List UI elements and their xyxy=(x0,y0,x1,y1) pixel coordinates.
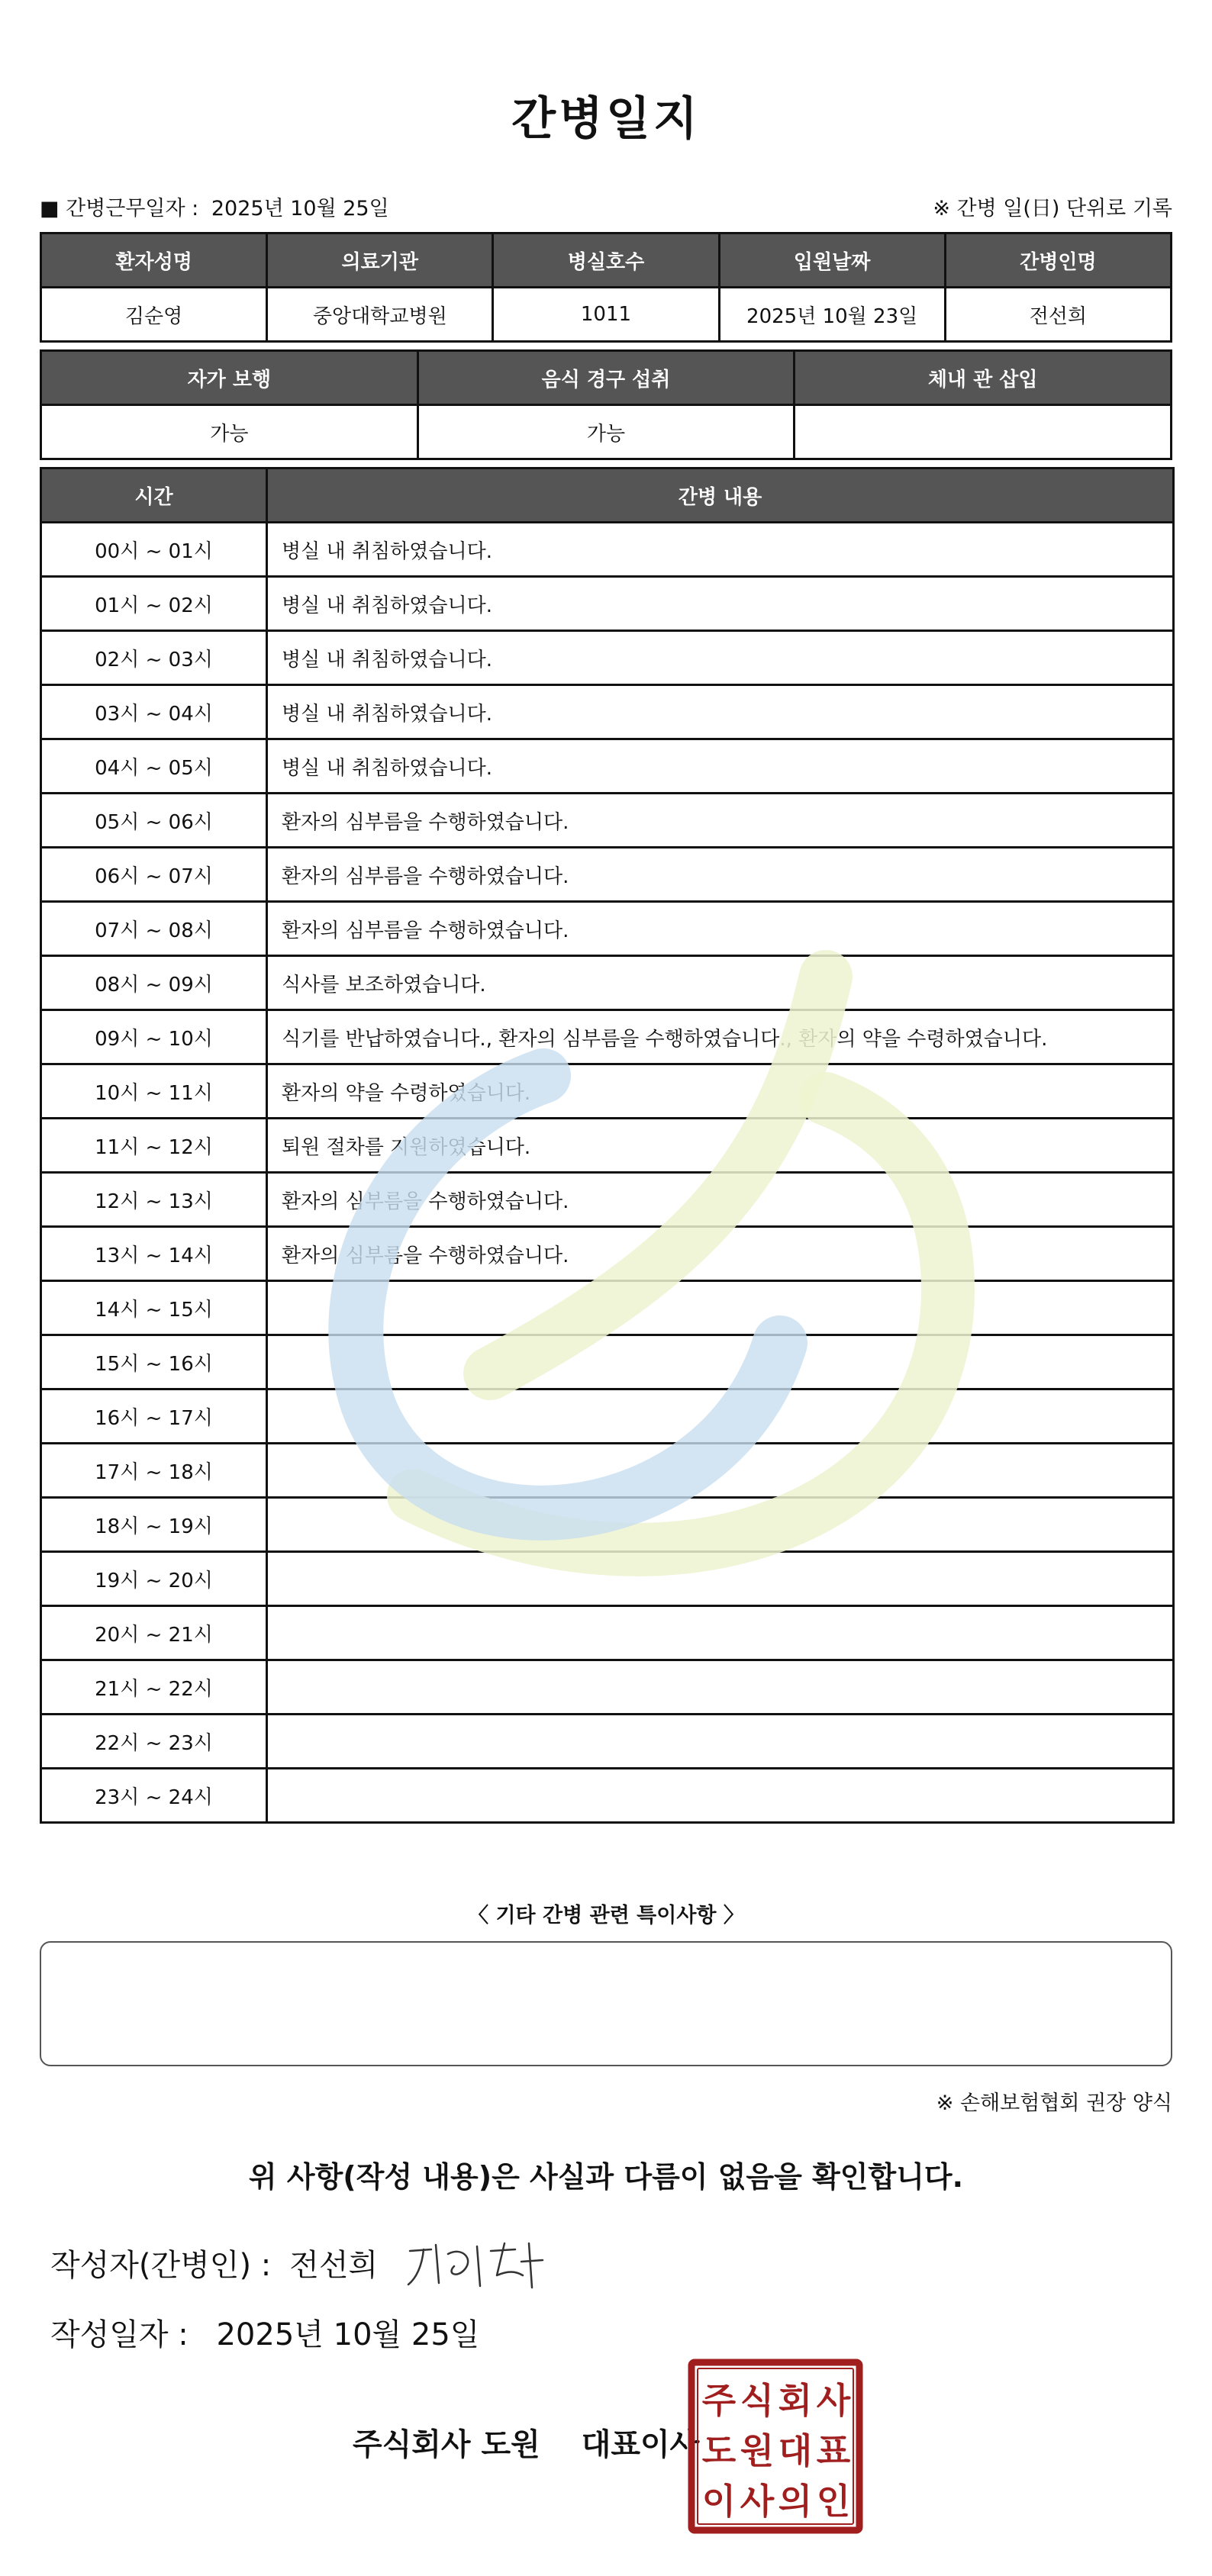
header-care-content: 간병 내용 xyxy=(267,469,1174,523)
self-walking-value: 가능 xyxy=(41,405,418,459)
log-content: 병실 내 취침하였습니다. xyxy=(267,523,1174,577)
header-self-walking: 자가 보행 xyxy=(41,351,418,405)
log-time: 18시 ~ 19시 xyxy=(41,1498,267,1552)
log-time: 23시 ~ 24시 xyxy=(41,1769,267,1823)
written-date-row xyxy=(50,2310,479,2354)
log-content: 환자의 심부름을 수행하였습니다. xyxy=(267,848,1174,902)
log-content: 환자의 약을 수령하였습니다. xyxy=(267,1064,1174,1119)
log-row xyxy=(41,577,1174,631)
seal-char: 표 xyxy=(816,2430,851,2471)
log-time: 20시 ~ 21시 xyxy=(41,1606,267,1660)
meta-row xyxy=(40,189,1172,223)
log-time: 14시 ~ 15시 xyxy=(41,1281,267,1335)
writer-label: 작성자(간병인) : xyxy=(50,2247,272,2283)
log-content: 병실 내 취침하였습니다. xyxy=(267,577,1174,631)
log-row xyxy=(41,794,1174,848)
header-hospital: 의료기관 xyxy=(267,233,493,288)
remarks-title: 〈 기타 간병 관련 특이사항 〉 xyxy=(468,1904,744,1927)
log-content: 환자의 심부름을 수행하였습니다. xyxy=(267,794,1174,848)
log-time: 04시 ~ 05시 xyxy=(41,739,267,794)
log-row xyxy=(41,1769,1174,1823)
work-date-label: ■ 간병근무일자 : xyxy=(40,196,199,221)
log-content: 퇴원 절차를 지원하였습니다. xyxy=(267,1119,1174,1173)
log-time: 03시 ~ 04시 xyxy=(41,685,267,739)
log-content: 병실 내 취침하였습니다. xyxy=(267,631,1174,685)
seal-char: 주 xyxy=(701,2380,737,2421)
remarks-box xyxy=(40,1941,1172,2066)
log-row xyxy=(41,1281,1174,1335)
log-content xyxy=(267,1335,1174,1389)
seal-char: 식 xyxy=(740,2380,775,2421)
log-row xyxy=(41,1335,1174,1389)
log-time: 00시 ~ 01시 xyxy=(41,523,267,577)
log-time: 11시 ~ 12시 xyxy=(41,1119,267,1173)
log-row xyxy=(41,739,1174,794)
log-time: 06시 ~ 07시 xyxy=(41,848,267,902)
patient-info-table xyxy=(40,232,1172,343)
seal-char: 사 xyxy=(740,2481,775,2522)
patient-status-table xyxy=(40,349,1172,460)
header-room: 병실호수 xyxy=(493,233,719,288)
header-admission-date: 입원날짜 xyxy=(719,233,945,288)
log-content: 병실 내 취침하였습니다. xyxy=(267,685,1174,739)
written-date-value: 2025년 10월 25일 xyxy=(216,2317,480,2352)
log-time: 17시 ~ 18시 xyxy=(41,1444,267,1498)
log-content xyxy=(267,1389,1174,1444)
seal-char: 회 xyxy=(778,2380,813,2421)
work-date-value: 2025년 10월 25일 xyxy=(211,196,389,221)
signature-icon xyxy=(401,2228,553,2297)
company-seal-icon xyxy=(687,2358,864,2535)
log-row xyxy=(41,1389,1174,1444)
work-date xyxy=(40,192,395,221)
document-title: 간병일지 xyxy=(511,92,701,146)
writer-row xyxy=(50,2228,553,2297)
seal-char: 도 xyxy=(701,2430,737,2471)
log-row xyxy=(41,1715,1174,1769)
log-content: 병실 내 취침하였습니다. xyxy=(267,739,1174,794)
log-content xyxy=(267,1552,1174,1606)
log-row xyxy=(41,1444,1174,1498)
seal-char: 이 xyxy=(701,2481,737,2522)
log-content xyxy=(267,1660,1174,1715)
log-row xyxy=(41,1606,1174,1660)
care-log-rows xyxy=(41,523,1174,1823)
room-number: 1011 xyxy=(493,288,719,342)
patient-name: 김순영 xyxy=(41,288,267,342)
log-row xyxy=(41,631,1174,685)
log-time: 10시 ~ 11시 xyxy=(41,1064,267,1119)
log-time: 02시 ~ 03시 xyxy=(41,631,267,685)
log-time: 16시 ~ 17시 xyxy=(41,1389,267,1444)
log-row xyxy=(41,1173,1174,1227)
confirmation-statement: 위 사항(작성 내용)은 사실과 다름이 없음을 확인합니다. xyxy=(248,2160,964,2194)
company-signature xyxy=(353,2420,699,2464)
log-time: 13시 ~ 14시 xyxy=(41,1227,267,1281)
seal-char: 대 xyxy=(778,2430,813,2471)
log-time: 01시 ~ 02시 xyxy=(41,577,267,631)
log-row xyxy=(41,848,1174,902)
admission-date: 2025년 10월 23일 xyxy=(719,288,945,342)
seal-char: 사 xyxy=(816,2380,851,2421)
log-time: 05시 ~ 06시 xyxy=(41,794,267,848)
log-row xyxy=(41,1660,1174,1715)
log-time: 09시 ~ 10시 xyxy=(41,1010,267,1064)
log-time: 22시 ~ 23시 xyxy=(41,1715,267,1769)
log-row xyxy=(41,1227,1174,1281)
header-caregiver-name: 간병인명 xyxy=(945,233,1171,288)
log-row xyxy=(41,1010,1174,1064)
company-role: 대표이사 xyxy=(581,2427,700,2462)
log-row xyxy=(41,1498,1174,1552)
hospital: 중앙대학교병원 xyxy=(267,288,493,342)
header-patient-name: 환자성명 xyxy=(41,233,267,288)
log-row xyxy=(41,1064,1174,1119)
oral-intake-value: 가능 xyxy=(417,405,795,459)
company-name: 주식회사 도원 xyxy=(353,2427,540,2462)
written-date-label: 작성일자 : xyxy=(50,2317,189,2352)
log-time: 21시 ~ 22시 xyxy=(41,1660,267,1715)
log-content xyxy=(267,1606,1174,1660)
log-content: 식기를 반납하였습니다., 환자의 심부름을 수행하였습니다., 환자의 약을 수령하였습니다. xyxy=(267,1010,1174,1064)
seal-char: 의 xyxy=(778,2481,813,2522)
care-log-table xyxy=(40,467,1175,1824)
writer-name: 전선희 xyxy=(289,2247,379,2283)
seal-char: 원 xyxy=(740,2430,775,2471)
log-content: 환자의 심부름을 수행하였습니다. xyxy=(267,1173,1174,1227)
log-row xyxy=(41,1119,1174,1173)
header-time: 시간 xyxy=(41,469,267,523)
log-row xyxy=(41,1552,1174,1606)
log-content: 환자의 심부름을 수행하였습니다. xyxy=(267,902,1174,956)
header-tube-insertion: 체내 관 삽입 xyxy=(795,351,1172,405)
log-content xyxy=(267,1498,1174,1552)
tube-insertion-value xyxy=(795,405,1172,459)
log-row xyxy=(41,685,1174,739)
log-time: 08시 ~ 09시 xyxy=(41,956,267,1010)
log-time: 15시 ~ 16시 xyxy=(41,1335,267,1389)
log-content xyxy=(267,1715,1174,1769)
log-row xyxy=(41,902,1174,956)
form-note: ※ 손해보험협회 권장 양식 xyxy=(936,2091,1172,2115)
header-oral-intake: 음식 경구 섭취 xyxy=(417,351,795,405)
log-time: 12시 ~ 13시 xyxy=(41,1173,267,1227)
log-row xyxy=(41,956,1174,1010)
care-log-document xyxy=(40,0,1172,2576)
log-time: 19시 ~ 20시 xyxy=(41,1552,267,1606)
log-content: 환자의 심부름을 수행하였습니다. xyxy=(267,1227,1174,1281)
log-content xyxy=(267,1769,1174,1823)
log-content xyxy=(267,1444,1174,1498)
log-content xyxy=(267,1281,1174,1335)
seal-char: 인 xyxy=(816,2481,851,2522)
caregiver-name: 전선희 xyxy=(945,288,1171,342)
log-time: 07시 ~ 08시 xyxy=(41,902,267,956)
log-row xyxy=(41,523,1174,577)
record-unit-note: ※ 간병 일(日) 단위로 기록 xyxy=(933,196,1172,221)
log-content: 식사를 보조하였습니다. xyxy=(267,956,1174,1010)
